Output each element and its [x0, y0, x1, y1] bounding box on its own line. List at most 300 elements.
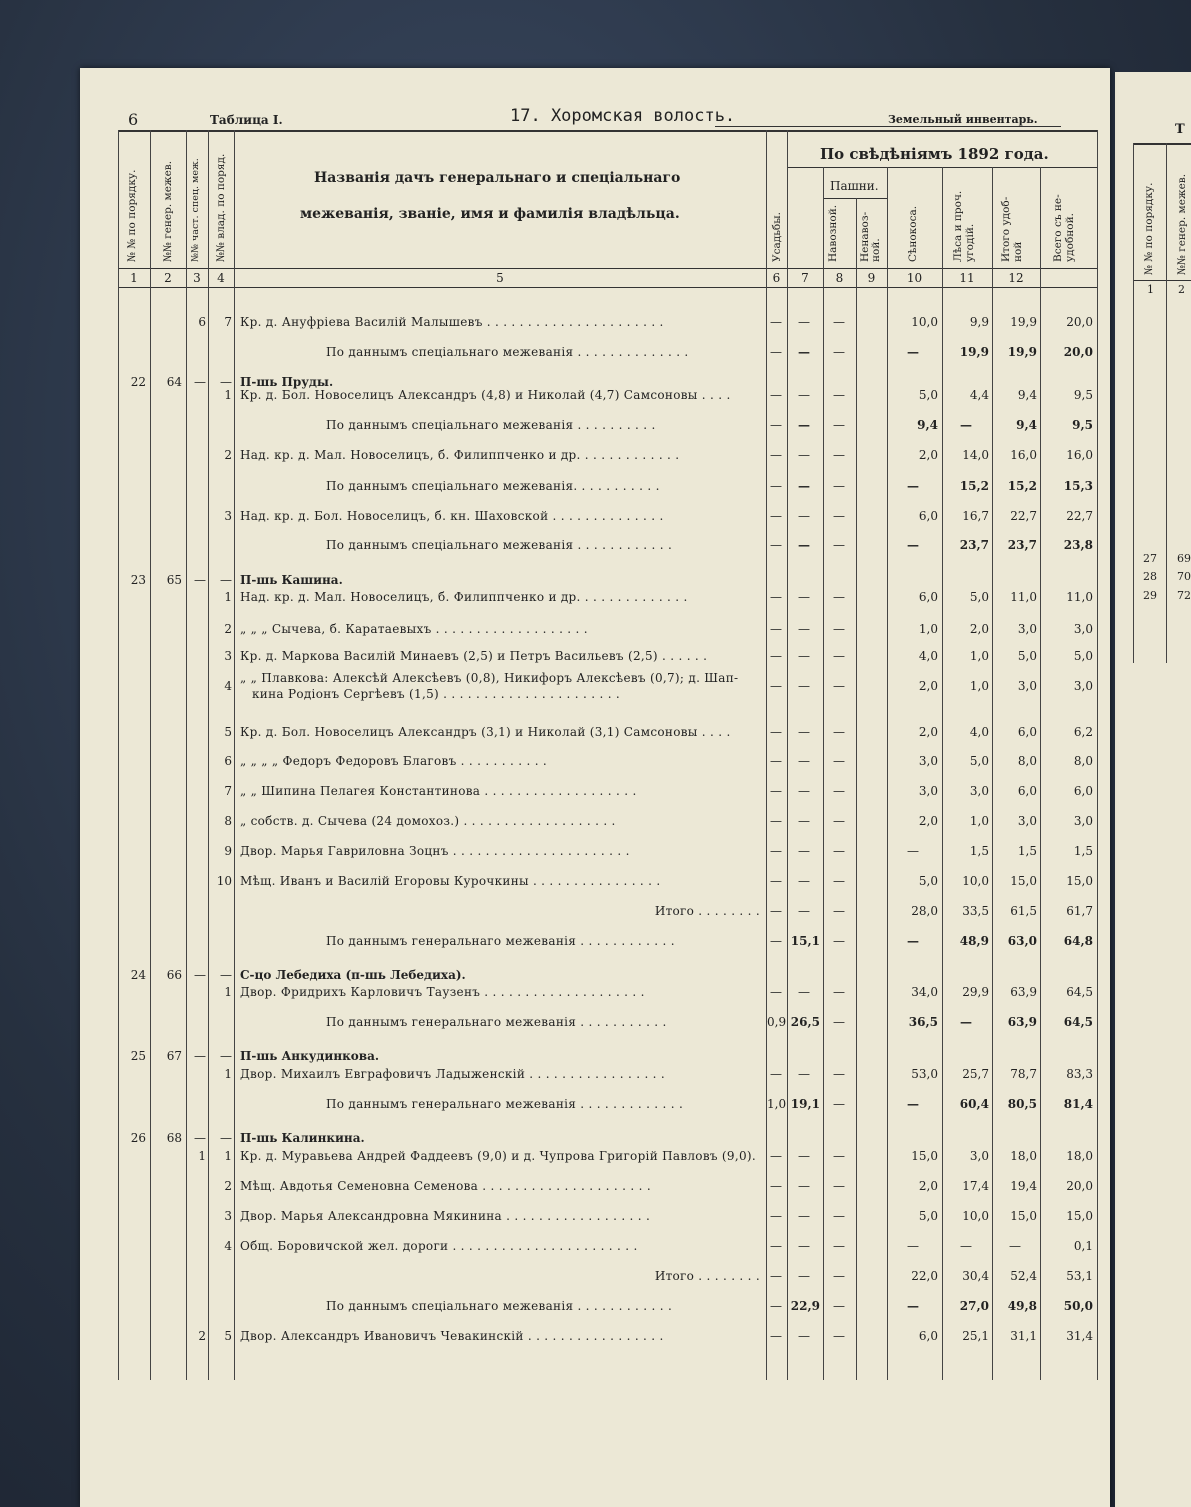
- row-owner-number: 1: [224, 1149, 232, 1163]
- row-general-survey-number: 68: [166, 1131, 182, 1145]
- row-description: Двор. Александръ Ивановичъ Чевакинскій . . . . . . . . . . . . . . . . .: [240, 1329, 664, 1343]
- right-page-general-number: 69: [1177, 552, 1191, 565]
- row-special-survey-number: 2: [198, 1329, 206, 1343]
- header-col5-line1: Названія дачъ генеральнаго и спеціальнаго: [314, 170, 681, 186]
- table-row: [0, 1015, 1191, 1039]
- row-description: По даннымъ генеральнаго межеванія . . . . . . . . . . . . .: [326, 1097, 684, 1111]
- row-general-survey-number: 64: [166, 375, 182, 389]
- row-value-c9: 2,0: [918, 679, 938, 693]
- column-number: 3: [193, 271, 201, 285]
- inventory-label: Земельный инвентарь.: [888, 113, 1038, 126]
- row-value-c12: 3,0: [1073, 622, 1093, 636]
- row-general-survey-number: 67: [166, 1049, 182, 1063]
- row-value-c6: —: [770, 904, 782, 918]
- row-owner-number: —: [220, 1131, 232, 1145]
- row-value-c11: 3,0: [1017, 814, 1037, 828]
- table-top-border: [118, 130, 1098, 132]
- row-owner-number: —: [220, 375, 232, 389]
- row-value-c7: —: [798, 479, 810, 493]
- row-value-c12: 1,5: [1073, 844, 1093, 858]
- row-value-c10: 15,2: [959, 479, 989, 493]
- row-owner-number: 3: [224, 649, 232, 663]
- row-value-c6: —: [770, 874, 782, 888]
- table-row: [0, 754, 1191, 778]
- row-value-c12: 9,5: [1072, 418, 1093, 432]
- row-value-c7: —: [798, 1067, 810, 1081]
- row-value-c9: 15,0: [911, 1149, 938, 1163]
- row-owner-number: 1: [224, 388, 232, 402]
- row-value-c10: 33,5: [962, 904, 989, 918]
- row-value-c9: 10,0: [911, 315, 938, 329]
- row-value-c9: —: [907, 934, 919, 948]
- row-value-c8: —: [833, 649, 845, 663]
- row-owner-number: 3: [224, 1209, 232, 1223]
- header-col3: №№ част. спец. меж.: [190, 158, 201, 262]
- row-value-c11: 11,0: [1010, 590, 1037, 604]
- row-description: Итого . . . . . . . .: [654, 904, 760, 918]
- row-description: Двор. Марья Гавриловна Зоцнъ . . . . . . . . . . . . . . . . . . . . . .: [240, 844, 630, 858]
- row-value-c7: —: [798, 538, 810, 552]
- row-value-c7: —: [798, 679, 810, 693]
- header-col5-line2: межеванія, званіе, имя и фамилія владѣльца.: [300, 206, 680, 222]
- row-value-c8: —: [833, 1179, 845, 1193]
- row-value-c7: —: [798, 649, 810, 663]
- row-value-c6: —: [770, 345, 782, 359]
- column-number: 11: [959, 271, 975, 285]
- table-row: [0, 1067, 1191, 1091]
- row-value-c7: —: [798, 1269, 810, 1283]
- row-value-c7: —: [798, 904, 810, 918]
- row-value-c11: 80,5: [1007, 1097, 1037, 1111]
- row-owner-number: 4: [224, 1239, 232, 1253]
- row-special-survey-number: —: [194, 1131, 206, 1145]
- row-value-c10: —: [960, 1015, 972, 1029]
- row-description: Двор. Марья Александровна Мякинина . . . . . . . . . . . . . . . . . .: [240, 1209, 651, 1223]
- row-value-c12: 11,0: [1066, 590, 1093, 604]
- row-description: „ „ „ Сычева, б. Каратаевыхъ . . . . . . . . . . . . . . . . . . .: [240, 622, 588, 636]
- table-row: [0, 388, 1191, 412]
- row-estate-title: П-шь Кашина.: [240, 573, 343, 587]
- row-value-c12: 23,8: [1063, 538, 1093, 552]
- row-value-c12: 15,0: [1066, 874, 1093, 888]
- row-description: По даннымъ спеціальнаго межеванія. . . . . . . . . . .: [326, 479, 660, 493]
- row-value-c10: 3,0: [969, 1149, 989, 1163]
- column-number: 7: [801, 271, 809, 285]
- row-value-c12: 18,0: [1066, 1149, 1093, 1163]
- table-row: [0, 934, 1191, 958]
- row-value-c10: 10,0: [962, 1209, 989, 1223]
- table-row: [0, 538, 1191, 562]
- row-value-c7: —: [798, 1239, 810, 1253]
- row-owner-number: 5: [224, 1329, 232, 1343]
- row-value-c9: 22,0: [911, 1269, 938, 1283]
- row-value-c9: 2,0: [918, 814, 938, 828]
- row-value-c6: —: [770, 1209, 782, 1223]
- row-value-c12: 16,0: [1066, 448, 1093, 462]
- row-value-c11: 61,5: [1010, 904, 1037, 918]
- row-value-c11: 8,0: [1017, 754, 1037, 768]
- row-owner-number: 4: [224, 679, 232, 693]
- row-value-c11: 3,0: [1017, 679, 1037, 693]
- row-value-c12: 64,5: [1063, 1015, 1093, 1029]
- row-owner-number: 8: [224, 814, 232, 828]
- table-row: [0, 671, 1191, 703]
- row-value-c9: 9,4: [917, 418, 938, 432]
- row-value-c11: 49,8: [1007, 1299, 1037, 1313]
- header-col9: Сѣнокоса.: [907, 205, 919, 262]
- row-description: „ „ Плавкова: Алексѣй Алексѣевъ (0,8), Никифоръ Алексѣевъ (0,7); д. Шап-: [240, 671, 739, 685]
- row-value-c12: 31,4: [1066, 1329, 1093, 1343]
- row-value-c9: 3,0: [918, 784, 938, 798]
- row-value-c8: —: [833, 345, 845, 359]
- row-owner-number: 7: [224, 784, 232, 798]
- column-number: 6: [772, 271, 781, 285]
- right-page-order-number: 28: [1143, 570, 1157, 583]
- row-value-c6: —: [770, 679, 782, 693]
- row-value-c7: —: [798, 1209, 810, 1223]
- row-value-c11: —: [1009, 1239, 1021, 1253]
- row-value-c9: —: [907, 1299, 919, 1313]
- row-value-c6: —: [770, 754, 782, 768]
- header-col7: Навозной.: [827, 204, 839, 262]
- row-special-survey-number: 1: [198, 1149, 206, 1163]
- row-value-c9: —: [907, 345, 919, 359]
- row-value-c12: 6,2: [1073, 725, 1093, 739]
- row-description: Кр. д. Маркова Василій Минаевъ (2,5) и Петръ Васильевъ (2,5) . . . . . .: [240, 649, 708, 663]
- row-value-c11: 19,9: [1010, 315, 1037, 329]
- row-value-c12: 5,0: [1073, 649, 1093, 663]
- row-value-c7: —: [798, 622, 810, 636]
- right-page-header-line: [1133, 280, 1191, 281]
- row-value-c10: 1,5: [969, 844, 989, 858]
- row-value-c6: —: [770, 1239, 782, 1253]
- row-value-c10: —: [960, 1239, 972, 1253]
- row-order-number: 26: [130, 1131, 146, 1145]
- row-value-c8: —: [833, 1149, 845, 1163]
- row-order-number: 23: [130, 573, 146, 587]
- row-value-c8: —: [833, 1209, 845, 1223]
- row-value-c11: 63,9: [1010, 985, 1037, 999]
- header-col10: Лѣса и проч. угодій.: [952, 190, 976, 262]
- row-value-c7: —: [798, 814, 810, 828]
- row-value-c12: 15,3: [1063, 479, 1093, 493]
- row-value-c6: 1,0: [767, 1097, 787, 1111]
- row-value-c11: 52,4: [1010, 1269, 1037, 1283]
- row-value-c8: —: [833, 784, 845, 798]
- row-value-c8: —: [833, 418, 845, 432]
- row-value-c6: —: [770, 649, 782, 663]
- row-owner-number: 5: [224, 725, 232, 739]
- header-group-title: По свѣдѣніямъ 1892 года.: [820, 145, 1049, 163]
- row-value-c6: —: [770, 538, 782, 552]
- row-description: Кр. д. Бол. Новоселицъ Александръ (3,1) и Николай (3,1) Самсоновы . . . .: [240, 725, 731, 739]
- row-value-c10: —: [960, 418, 972, 432]
- row-value-c8: —: [833, 315, 845, 329]
- row-value-c7: —: [798, 345, 810, 359]
- right-page-col-line-0: [1133, 143, 1134, 663]
- row-value-c9: —: [907, 844, 919, 858]
- row-value-c12: 15,0: [1066, 1209, 1093, 1223]
- row-value-c9: 34,0: [911, 985, 938, 999]
- row-value-c10: 4,4: [969, 388, 989, 402]
- row-value-c8: —: [833, 479, 845, 493]
- row-value-c9: 6,0: [918, 1329, 938, 1343]
- row-value-c6: —: [770, 1149, 782, 1163]
- row-special-survey-number: —: [194, 375, 206, 389]
- table-row: [0, 1179, 1191, 1203]
- row-value-c8: —: [833, 934, 845, 948]
- row-description: Над. кр. д. Мал. Новоселицъ, б. Филиппченко и др. . . . . . . . . . . . .: [240, 448, 680, 462]
- row-value-c12: 22,7: [1066, 509, 1093, 523]
- row-value-c6: —: [770, 622, 782, 636]
- row-description: По даннымъ спеціальнаго межеванія . . . . . . . . . .: [326, 418, 656, 432]
- row-special-survey-number: —: [194, 573, 206, 587]
- row-value-c11: 9,4: [1016, 418, 1037, 432]
- row-value-c11: 15,0: [1010, 874, 1037, 888]
- row-value-c7: 15,1: [790, 934, 820, 948]
- row-value-c9: 5,0: [918, 874, 938, 888]
- table-row: [0, 844, 1191, 868]
- row-value-c10: 10,0: [962, 874, 989, 888]
- right-page-num1: 1: [1147, 283, 1154, 296]
- table-row: [0, 509, 1191, 533]
- column-number: 12: [1008, 271, 1024, 285]
- right-page-col-line-1: [1166, 143, 1167, 663]
- row-value-c7: —: [798, 844, 810, 858]
- header-bottom-line: [118, 268, 1098, 269]
- row-value-c12: 20,0: [1066, 1179, 1093, 1193]
- row-value-c6: —: [770, 844, 782, 858]
- row-value-c8: —: [833, 814, 845, 828]
- table-row: [0, 814, 1191, 838]
- header-arable: Пашни.: [830, 179, 879, 193]
- page-number: 6: [128, 110, 139, 129]
- row-value-c7: —: [798, 1179, 810, 1193]
- row-description: По даннымъ спеціальнаго межеванія . . . . . . . . . . . .: [326, 1299, 673, 1313]
- row-value-c12: 20,0: [1066, 315, 1093, 329]
- header-col11: Итого удоб-ной: [1000, 196, 1024, 262]
- row-value-c12: 8,0: [1073, 754, 1093, 768]
- table-row: [0, 345, 1191, 369]
- row-estate-title: С-цо Лебедиха (п-шь Лебедиха).: [240, 968, 466, 982]
- row-value-c10: 25,7: [962, 1067, 989, 1081]
- row-general-survey-number: 66: [166, 968, 182, 982]
- row-value-c8: —: [833, 1067, 845, 1081]
- row-value-c12: 9,5: [1073, 388, 1093, 402]
- table-row: [0, 1209, 1191, 1233]
- row-owner-number: 2: [224, 448, 232, 462]
- row-value-c7: —: [798, 784, 810, 798]
- header-col6: Усадьбы.: [771, 212, 783, 262]
- row-description: „ собств. д. Сычева (24 домохоз.) . . . . . . . . . . . . . . . . . . .: [240, 814, 616, 828]
- header-col1: № № по порядку.: [126, 169, 138, 262]
- header-col8: Ненавоз-ной.: [859, 211, 882, 262]
- row-description: Мѣщ. Иванъ и Василій Егоровы Курочкины . . . . . . . . . . . . . . . .: [240, 874, 661, 888]
- row-value-c6: —: [770, 725, 782, 739]
- row-description: Кр. д. Муравьева Андрей Фаддеевъ (9,0) и д. Чупрова Григорій Павловъ (9,0).: [240, 1149, 756, 1163]
- row-value-c7: 22,9: [790, 1299, 820, 1313]
- row-value-c10: 1,0: [969, 649, 989, 663]
- row-value-c9: 6,0: [918, 509, 938, 523]
- row-value-c6: —: [770, 1299, 782, 1313]
- right-page-general-number: 72: [1177, 589, 1191, 602]
- row-value-c10: 17,4: [962, 1179, 989, 1193]
- row-value-c8: —: [833, 1239, 845, 1253]
- row-owner-number: 1: [224, 1067, 232, 1081]
- table-row: [0, 622, 1191, 646]
- row-value-c8: —: [833, 985, 845, 999]
- row-estate-title: П-шь Анкудинкова.: [240, 1049, 380, 1063]
- row-value-c7: —: [798, 985, 810, 999]
- right-page-order-number: 29: [1143, 589, 1157, 602]
- row-value-c6: —: [770, 1269, 782, 1283]
- table-row: [0, 649, 1191, 673]
- row-description: По даннымъ генеральнаго межеванія . . . . . . . . . . .: [326, 1015, 667, 1029]
- table-row: [0, 1239, 1191, 1263]
- row-value-c9: 53,0: [911, 1067, 938, 1081]
- row-value-c11: 63,9: [1007, 1015, 1037, 1029]
- row-special-survey-number: —: [194, 968, 206, 982]
- row-value-c12: 64,5: [1066, 985, 1093, 999]
- row-value-c12: 3,0: [1073, 679, 1093, 693]
- row-value-c11: 15,0: [1010, 1209, 1037, 1223]
- row-value-c7: —: [798, 874, 810, 888]
- row-value-c9: 4,0: [918, 649, 938, 663]
- table-row: [0, 1299, 1191, 1323]
- row-special-survey-number: 6: [198, 315, 206, 329]
- row-value-c6: —: [770, 590, 782, 604]
- right-page-num2: 2: [1178, 283, 1185, 296]
- column-number: 5: [496, 271, 504, 285]
- row-value-c6: —: [770, 315, 782, 329]
- row-value-c8: —: [833, 448, 845, 462]
- header-col2: №№ генер. межев.: [162, 160, 174, 262]
- row-owner-number: 6: [224, 754, 232, 768]
- row-value-c10: 25,1: [962, 1329, 989, 1343]
- row-value-c7: —: [798, 1149, 810, 1163]
- row-value-c11: 22,7: [1010, 509, 1037, 523]
- row-value-c7: —: [798, 388, 810, 402]
- arable-underline: [823, 198, 887, 199]
- column-number: 2: [164, 271, 172, 285]
- row-value-c9: —: [907, 1097, 919, 1111]
- row-value-c9: 5,0: [918, 1209, 938, 1223]
- row-owner-number: 3: [224, 509, 232, 523]
- row-value-c7: —: [798, 1329, 810, 1343]
- row-description-cont: кина Родіонъ Сергѣевъ (1,5) . . . . . . . . . . . . . . . . . . . . . .: [252, 687, 621, 701]
- right-page-header-col1: № № по порядку.: [1143, 182, 1155, 275]
- row-owner-number: —: [220, 573, 232, 587]
- row-value-c8: —: [833, 844, 845, 858]
- row-value-c9: 2,0: [918, 725, 938, 739]
- row-value-c11: 19,4: [1010, 1179, 1037, 1193]
- row-value-c11: 23,7: [1007, 538, 1037, 552]
- column-number: 9: [867, 271, 876, 285]
- row-value-c6: —: [770, 418, 782, 432]
- row-value-c10: 29,9: [962, 985, 989, 999]
- row-value-c9: 1,0: [918, 622, 938, 636]
- row-value-c8: —: [833, 904, 845, 918]
- volost-title: 17. Хоромская волость.: [510, 106, 736, 126]
- row-value-c10: 48,9: [959, 934, 989, 948]
- header-col4: №№ влад. по поряд.: [215, 153, 227, 262]
- right-page-top-border: [1133, 143, 1191, 145]
- row-value-c10: 19,9: [959, 345, 989, 359]
- row-value-c6: —: [770, 388, 782, 402]
- table-row: [0, 725, 1191, 749]
- table-row: [0, 315, 1191, 339]
- row-value-c10: 2,0: [969, 622, 989, 636]
- table-row: [0, 1269, 1191, 1293]
- row-value-c10: 4,0: [969, 725, 989, 739]
- right-page-general-number: 70: [1177, 570, 1191, 583]
- row-value-c11: 6,0: [1017, 725, 1037, 739]
- table-row: [0, 479, 1191, 503]
- row-special-survey-number: —: [194, 1049, 206, 1063]
- row-value-c7: —: [798, 754, 810, 768]
- row-description: Кр. д. Ануфріева Василій Малышевъ . . . . . . . . . . . . . . . . . . . . . .: [240, 315, 664, 329]
- row-estate-title: П-шь Калинкина.: [240, 1131, 365, 1145]
- row-value-c7: —: [798, 448, 810, 462]
- row-value-c10: 5,0: [969, 754, 989, 768]
- row-value-c6: —: [770, 784, 782, 798]
- row-value-c9: 2,0: [918, 1179, 938, 1193]
- row-description: По даннымъ спеціальнаго межеванія . . . . . . . . . . . . . .: [326, 345, 689, 359]
- row-value-c10: 60,4: [959, 1097, 989, 1111]
- row-value-c8: —: [833, 1329, 845, 1343]
- row-value-c11: 6,0: [1017, 784, 1037, 798]
- row-value-c11: 31,1: [1010, 1329, 1037, 1343]
- row-value-c12: 50,0: [1063, 1299, 1093, 1313]
- row-value-c12: 83,3: [1066, 1067, 1093, 1081]
- row-value-c8: —: [833, 509, 845, 523]
- row-value-c12: 61,7: [1066, 904, 1093, 918]
- table-label: Таблица I.: [210, 113, 283, 127]
- row-description: „ „ Шипина Пелагея Константинова . . . . . . . . . . . . . . . . . . .: [240, 784, 637, 798]
- row-value-c6: —: [770, 1067, 782, 1081]
- row-value-c9: 6,0: [918, 590, 938, 604]
- row-value-c11: 15,2: [1007, 479, 1037, 493]
- right-page-header-col2: №№ генер. межев.: [1176, 173, 1188, 275]
- row-value-c7: —: [798, 509, 810, 523]
- row-value-c7: —: [798, 725, 810, 739]
- row-value-c9: —: [907, 538, 919, 552]
- row-value-c11: 5,0: [1017, 649, 1037, 663]
- row-value-c6: —: [770, 509, 782, 523]
- row-value-c6: —: [770, 934, 782, 948]
- row-value-c8: —: [833, 679, 845, 693]
- row-description: Двор. Фридрихъ Карловичъ Таузенъ . . . . . . . . . . . . . . . . . . . .: [240, 985, 645, 999]
- table-row: [0, 1097, 1191, 1121]
- row-value-c11: 9,4: [1017, 388, 1037, 402]
- row-order-number: 24: [130, 968, 146, 982]
- row-value-c8: —: [833, 1015, 845, 1029]
- row-owner-number: 1: [224, 985, 232, 999]
- row-value-c9: —: [907, 479, 919, 493]
- row-description: Кр. д. Бол. Новоселицъ Александръ (4,8) и Николай (4,7) Самсоновы . . . .: [240, 388, 731, 402]
- row-value-c8: —: [833, 590, 845, 604]
- column-number: 1: [130, 271, 138, 285]
- row-value-c10: 9,9: [969, 315, 989, 329]
- column-number: 10: [906, 271, 923, 285]
- row-value-c8: —: [833, 725, 845, 739]
- row-owner-number: —: [220, 968, 232, 982]
- row-value-c7: —: [798, 590, 810, 604]
- table-row: [0, 1149, 1191, 1173]
- row-value-c11: 19,9: [1007, 345, 1037, 359]
- row-owner-number: 2: [224, 1179, 232, 1193]
- row-value-c8: —: [833, 622, 845, 636]
